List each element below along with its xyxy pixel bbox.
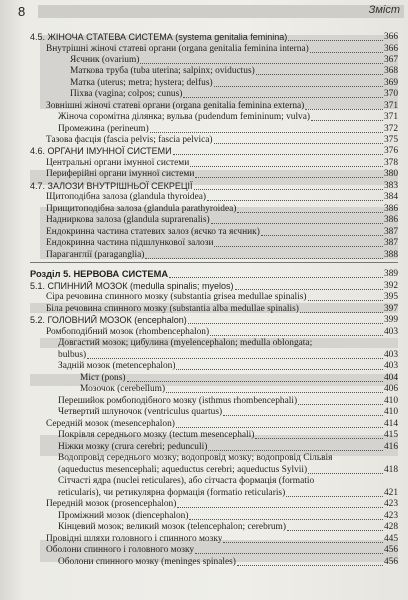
toc-page-number: 423 [383, 499, 398, 509]
toc-entry-title: Розділ 5. НЕРВОВА СИСТЕМА [30, 269, 169, 279]
toc-entry [58, 337, 398, 349]
toc-entry [46, 214, 398, 226]
dot-leader [166, 384, 383, 393]
dot-leader [194, 181, 383, 190]
toc-entry-title: Оболони спинного і головного мозку [46, 545, 195, 555]
toc-page-number: 376 [383, 146, 398, 156]
toc-page-number: 423 [383, 511, 398, 521]
toc-entry-title: Центральні органи імунної системи [46, 158, 190, 168]
dot-leader [214, 78, 383, 87]
toc-page-number: 366 [383, 32, 398, 42]
dot-leader [305, 101, 383, 110]
toc-entry-title: Водопровід середнього мозку; водопровід мозку; водопровід Сільвія [58, 453, 333, 463]
toc-entry [58, 475, 398, 487]
toc-entry-title: Ендокринна частина підшлункової залози [46, 238, 214, 248]
toc-page-number: 456 [383, 545, 398, 555]
toc-entry-title: Мозочок (cerebellum) [80, 384, 166, 394]
toc-page-number: 406 [383, 384, 398, 394]
toc-page-number: 387 [383, 227, 398, 237]
toc-entry [46, 291, 398, 303]
toc-entry-title: Четвертий шлуночок (ventriculus quartus) [58, 407, 223, 417]
toc-entry-title: Довгастий мозок; цибулина (myelencephalon; medulla oblongata; [58, 338, 313, 348]
toc-entry-title: Сіра речовина спинного мозку (substantia grisea medullae spinalis) [46, 292, 307, 302]
dot-leader [237, 204, 383, 213]
dot-leader [207, 192, 383, 201]
toc-page-number: 384 [383, 192, 398, 202]
dot-leader [176, 419, 383, 428]
toc-entry [46, 544, 398, 556]
toc-page-number: 383 [383, 181, 398, 191]
toc-entry [58, 556, 398, 568]
toc-entry-title: Піхва (vagina; colpos; cunus) [70, 89, 183, 99]
toc-page-number: 386 [383, 204, 398, 214]
toc-page-number: 414 [383, 419, 398, 429]
toc-page-number: 416 [383, 442, 398, 452]
dot-leader [223, 407, 383, 416]
dot-leader [173, 146, 383, 155]
toc-entry-title: Середній мозок (mesencephalon) [46, 419, 175, 429]
dot-leader [308, 465, 383, 474]
toc-page-number: 399 [383, 315, 398, 325]
toc-entry [30, 268, 398, 280]
toc-entry [70, 65, 398, 77]
toc-page-number: 421 [383, 488, 398, 498]
dot-leader [286, 488, 383, 497]
dot-leader [237, 557, 383, 566]
page-number: 8 [18, 4, 26, 19]
toc-entry [58, 452, 398, 464]
toc-page-number: 367 [383, 55, 398, 65]
toc-entry-title: Провідні шляхи головного і спинного мозку [46, 534, 223, 544]
toc-entry [46, 498, 398, 510]
toc-entry [46, 168, 398, 180]
toc-page-number: 410 [383, 396, 398, 406]
toc-entry-title: Кінцевий мозок; великий мозок (telencephalon; cerebrum) [58, 522, 286, 532]
dot-leader [288, 32, 383, 41]
toc-page-number: 386 [383, 215, 398, 225]
toc-entry [46, 249, 398, 261]
dot-leader [183, 89, 383, 98]
dot-leader [235, 281, 383, 290]
toc-page-number: 388 [383, 250, 398, 260]
toc-entry [58, 429, 398, 441]
toc-page-number: 371 [383, 112, 398, 122]
dot-leader [189, 511, 382, 520]
toc-entry-title: Периферійні органи імунної системи [46, 169, 195, 179]
section-title: Зміст [368, 4, 400, 16]
toc-entry [46, 191, 398, 203]
toc-page-number: 404 [383, 373, 398, 383]
toc-page-number: 366 [383, 44, 398, 54]
toc-entry-title: Оболони спинного мозку (meninges spinales) [58, 557, 236, 567]
toc-page-number: 368 [383, 66, 398, 76]
toc-page-number: 371 [383, 101, 398, 111]
toc-entry-title: Передній мозок (prosencephalon) [46, 499, 177, 509]
toc-page-number: 397 [383, 304, 398, 314]
toc-entry-title: 4.5. ЖІНОЧА СТАТЕВА СИСТЕМА (systema genitalia feminina) [30, 32, 288, 42]
toc-entry-title: Ендокринна частина статевих залоз (яєчко та яєчник) [46, 227, 260, 237]
dot-leader [195, 169, 383, 178]
toc-entry-title: 5.1. СПИННИЙ МОЗОК (medulla spinalis; myelos) [30, 281, 234, 291]
toc-page-number: 415 [383, 430, 398, 440]
toc-entry [70, 88, 398, 100]
toc-entry-title: Щитоподібна залоза (glandula thyroidea) [46, 192, 207, 202]
toc-entry-title: Маткова труба (tuba uterina; salpinx; oviductus) [70, 66, 255, 76]
dot-leader [214, 135, 383, 144]
toc-page-number: 403 [383, 327, 398, 337]
toc-page-number: 380 [383, 169, 398, 179]
dot-leader [211, 215, 383, 224]
dot-leader [145, 250, 383, 259]
toc-page-number: 445 [383, 534, 398, 544]
toc-entry-title: Ромбоподібний мозок (rhombencephalon) [46, 327, 210, 337]
toc-entry-title: Матка (uterus; metra; hystera; delfus) [70, 78, 213, 88]
dot-leader [287, 522, 383, 531]
toc-entry-title: Яєчник (ovarium) [70, 55, 140, 65]
toc-page-number: 375 [383, 135, 398, 145]
dot-leader [255, 430, 383, 439]
dot-leader [177, 499, 383, 508]
toc-entry [58, 406, 398, 418]
toc-page-number: 389 [384, 269, 398, 279]
toc-entry-title: (aqueductus mesencephali; aqueductus cerebri; aqueductus Sylvii) [58, 465, 308, 475]
dot-leader [87, 350, 383, 359]
toc-entry [58, 360, 398, 372]
dot-leader [140, 55, 383, 64]
toc-page-number: 410 [383, 407, 398, 417]
toc-entry [30, 314, 398, 326]
toc-entry-title: Покрівля середнього мозку (tectum mesencephali) [58, 430, 255, 440]
dot-leader [214, 238, 382, 247]
toc-entry-title: 5.2. ГОЛОВНИЙ МОЗОК (encephalon) [30, 315, 187, 325]
dot-leader [210, 327, 383, 336]
toc-entry-title: Надниркова залоза (glandula suprarenalis) [46, 215, 210, 225]
toc-page-number: 403 [383, 350, 398, 360]
toc-page-number: 418 [383, 465, 398, 475]
toc-entry-title: Зовнішні жіночі статеві органи (organa genitalia feminina externa) [46, 101, 305, 111]
toc-entry-title: Параганглії (paraganglia) [46, 250, 145, 260]
toc-page-number: 428 [383, 522, 398, 532]
toc-page-number: 456 [383, 557, 398, 567]
dot-leader [298, 396, 383, 405]
toc-entry [30, 145, 398, 157]
toc-entry-title: 4.7. ЗАЛОЗИ ВНУТРІШНЬОЇ СЕКРЕЦІЇ [30, 181, 193, 191]
dot-leader [150, 124, 383, 133]
toc-entry-title: Задній мозок (metencephalon) [58, 361, 176, 371]
dot-leader [261, 227, 383, 236]
dot-leader [308, 292, 383, 301]
toc-page-number: 403 [383, 361, 398, 371]
toc-entry-title: Перешийок ромбоподібного мозку (isthmus rhombencephali) [58, 396, 298, 406]
toc-entry [80, 383, 398, 395]
toc-entry-title: Проміжний мозок (diencephalon) [58, 511, 189, 521]
toc-entry [46, 237, 398, 249]
dot-leader [195, 545, 383, 554]
toc-page-number: 372 [383, 124, 398, 134]
toc-page-number: 370 [383, 89, 398, 99]
toc-entry-title: Внутрішні жіночі статеві органи (organa genitalia feminina interna) [46, 44, 309, 54]
toc-entry-title: bulbus) [58, 350, 87, 360]
toc-entry [30, 31, 398, 43]
toc-page-number: 369 [383, 78, 398, 88]
dot-leader [310, 44, 383, 53]
dot-leader [223, 534, 383, 543]
toc-entry-title: Жіноча соромітна ділянка; вульва (pudendum femininum; vulva) [58, 112, 311, 122]
dot-leader [169, 269, 383, 278]
toc-entry-title: reticularis), чи ретикулярна формація (formatio reticularis) [58, 488, 286, 498]
toc-entry-title: Промежина (perineum) [58, 124, 149, 134]
toc-page-number: 392 [383, 281, 398, 291]
toc-entry-title: Тазова фасція (fascia pelvis; fascia pelvica) [46, 135, 213, 145]
toc-entry-title: Сітчасті ядра (nuclei reticulares), або сітчаста формація (formatio [58, 476, 315, 486]
toc-entry-title: 4.6. ОРГАНИ ІМУННОЇ СИСТЕМИ [30, 146, 172, 156]
toc-page-number: 395 [383, 292, 398, 302]
toc-page-number: 387 [383, 238, 398, 248]
dot-leader [256, 66, 383, 75]
dot-leader [300, 304, 383, 313]
dot-leader [188, 315, 383, 324]
toc-entry-title: Міст (pons) [80, 373, 126, 383]
dot-leader [176, 361, 382, 370]
toc-entry-title: Біла речовина спинного мозку (substantia alba medullae spinalis) [46, 304, 299, 314]
toc-entry-title: Ніжки мозку (crura cerebri; pedunculi) [58, 442, 208, 452]
dot-leader [190, 158, 383, 167]
dot-leader [208, 442, 383, 451]
toc-entry-title: Прищитоподібна залоза (glandula parathyroidea) [46, 204, 237, 214]
toc-entry [58, 521, 398, 533]
dot-leader [127, 373, 383, 382]
toc-entry [58, 111, 398, 123]
dot-leader [311, 112, 383, 121]
toc-page-number: 378 [383, 158, 398, 168]
